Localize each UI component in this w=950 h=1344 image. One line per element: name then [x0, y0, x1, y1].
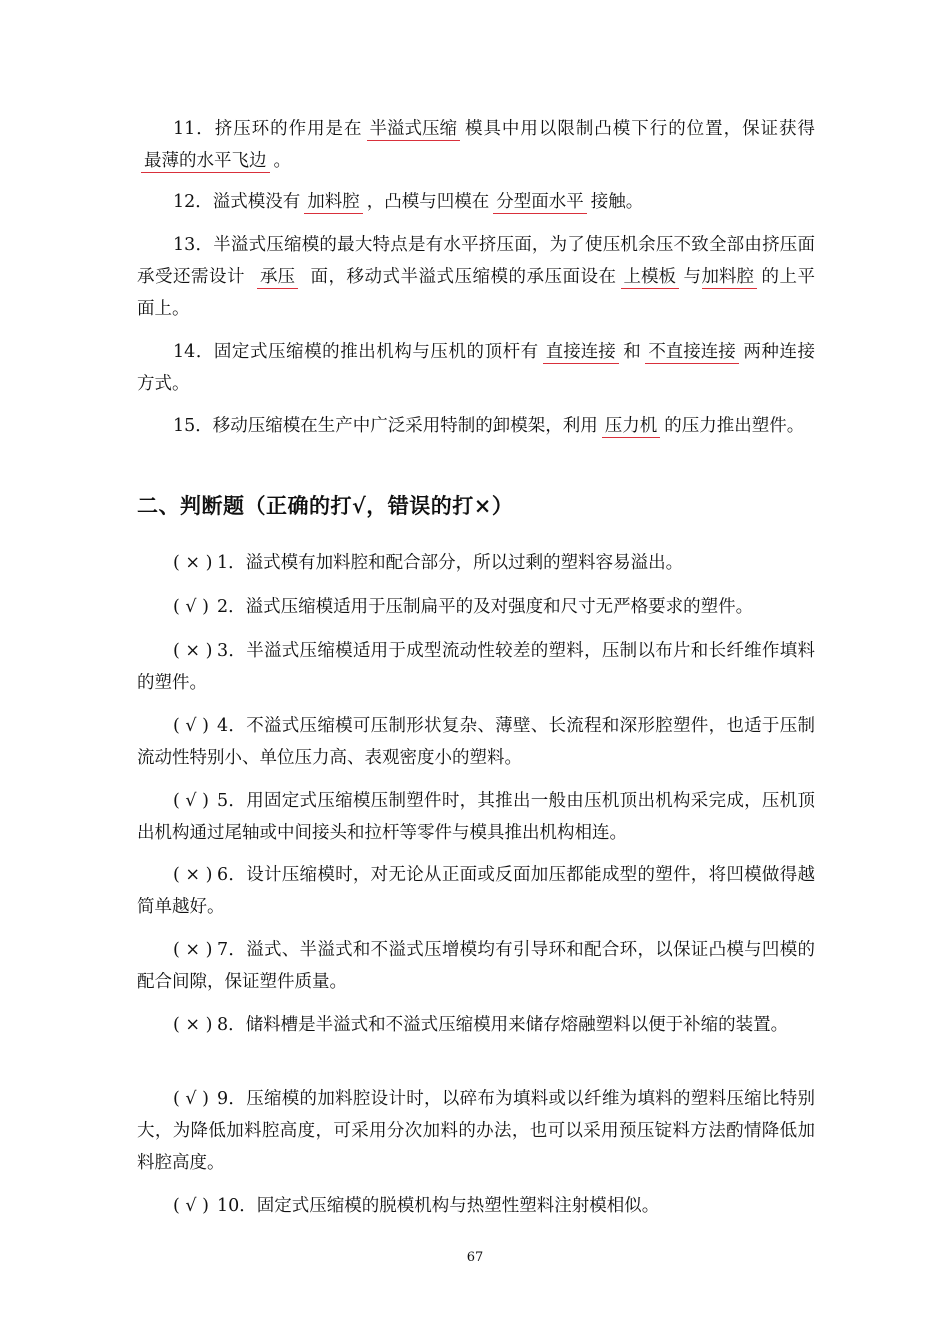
answer-mark: ( × ) — [173, 641, 213, 661]
answer-blank: 上模板 — [621, 266, 680, 289]
item-text: 。 — [273, 151, 291, 171]
item-text: 半溢式压缩模的最大特点是有水平挤压面，为了使压机余压不致全部由挤压面承受还需设计 — [137, 235, 815, 287]
answer-blank: 最薄的水平飞边 — [141, 150, 270, 173]
answer-mark: ( √ ) — [173, 716, 209, 736]
item-text: 与 — [683, 267, 702, 287]
answer-blank: 压力机 — [602, 415, 661, 438]
answer-mark: ( √ ) — [173, 597, 209, 617]
page-number: 67 — [466, 1250, 484, 1265]
fill-item-11 — [137, 113, 815, 177]
answer-mark: ( × ) — [173, 553, 213, 573]
item-number: 14． — [173, 342, 214, 362]
answer-blank: 加料腔 — [702, 266, 758, 289]
answer-mark: ( √ ) — [173, 1089, 209, 1109]
item-text: 4．不溢式压缩模可压制形状复杂、薄壁、长流程和深形腔塑件，也适于压制流动性特别小、单位压力高、表观密度小的塑料。 — [137, 716, 815, 768]
answer-mark: ( × ) — [173, 865, 213, 885]
fill-item-13 — [137, 229, 815, 325]
item-text: 两种连接方式。 — [137, 342, 815, 394]
item-text: 10．固定式压缩模的脱模机构与热塑性塑料注射模相似。 — [217, 1196, 660, 1216]
item-text: 的压力推出塑件。 — [664, 416, 805, 436]
fill-item-12 — [137, 186, 815, 218]
answer-mark: ( × ) — [173, 940, 213, 960]
judge-item-9 — [137, 1083, 815, 1179]
item-text: 9．压缩模的加料腔设计时，以碎布为填料或以纤维为填料的塑料压缩比特别大，为降低加料腔高度，可采用分次加料的办法，也可以采用预压锭料方法酌情降低加料腔高度。 — [137, 1089, 815, 1173]
section-heading: 二、判断题（正确的打√，错误的打×） — [137, 493, 514, 518]
item-text: 1．溢式模有加料腔和配合部分，所以过剩的塑料容易溢出。 — [217, 553, 684, 573]
item-text: 模具中用以限制凸模下行的位置，保证获得 — [464, 119, 816, 139]
item-text: 5．用固定式压缩模压制塑件时，其推出一般由压机顶出机构采完成，压机顶出机构通过尾轴或中间接头和拉杆等零件与模具推出机构相连。 — [137, 791, 815, 843]
judge-item-3 — [137, 635, 815, 699]
answer-blank: 分型面水平 — [493, 191, 587, 214]
judge-item-10 — [137, 1190, 815, 1222]
fill-item-15 — [137, 410, 815, 442]
item-number: 13． — [173, 235, 214, 255]
judge-item-2 — [137, 591, 815, 623]
item-text: 面，移动式半溢式压缩模的承压面设在 — [310, 267, 617, 287]
judge-item-8 — [137, 1009, 815, 1041]
item-text: 2．溢式压缩模适用于压制扁平的及对强度和尺寸无严格要求的塑件。 — [217, 597, 754, 617]
answer-blank: 半溢式压缩 — [367, 118, 461, 141]
judge-item-7 — [137, 934, 815, 998]
item-text: 固定式压缩模的推出机构与压机的顶杆有 — [213, 342, 539, 362]
judge-item-1 — [137, 547, 815, 579]
item-text: 接触。 — [590, 192, 644, 212]
fill-item-14 — [137, 336, 815, 400]
item-text: 8．储料槽是半溢式和不溢式压缩模用来储存熔融塑料以便于补缩的装置。 — [217, 1015, 789, 1035]
answer-blank: 不直接连接 — [645, 341, 739, 364]
answer-mark: ( √ ) — [173, 791, 209, 811]
answer-mark: ( × ) — [173, 1015, 213, 1035]
item-number: 11． — [173, 119, 215, 139]
item-text: 挤压环的作用是在 — [214, 119, 363, 139]
item-text: 和 — [622, 342, 642, 362]
answer-blank: 直接连接 — [543, 341, 619, 364]
answer-blank: 加料腔 — [304, 191, 363, 214]
item-text: 6．设计压缩模时，对无论从正面或反面加压都能成型的塑件，将凹模做得越简单越好。 — [137, 865, 815, 917]
judge-item-5 — [137, 785, 815, 849]
judge-item-4 — [137, 710, 815, 774]
item-text: 移动压缩模在生产中广泛采用特制的卸模架，利用 — [212, 416, 598, 436]
answer-blank: 承压 — [257, 266, 298, 289]
item-text: 3．半溢式压缩模适用于成型流动性较差的塑料，压制以布片和长纤维作填料的塑件。 — [137, 641, 815, 693]
item-text: 溢式模没有 — [212, 192, 301, 212]
judge-item-6 — [137, 859, 815, 923]
item-number: 15． — [173, 416, 213, 436]
answer-mark: ( √ ) — [173, 1196, 209, 1216]
item-number: 12． — [173, 192, 213, 212]
item-text: 7．溢式、半溢式和不溢式压增模均有引导环和配合环，以保证凸模与凹模的配合间隙，保证塑件质量。 — [137, 940, 815, 992]
item-text: 的上平面上。 — [137, 267, 815, 319]
item-text: ，凸模与凹模在 — [366, 192, 490, 212]
